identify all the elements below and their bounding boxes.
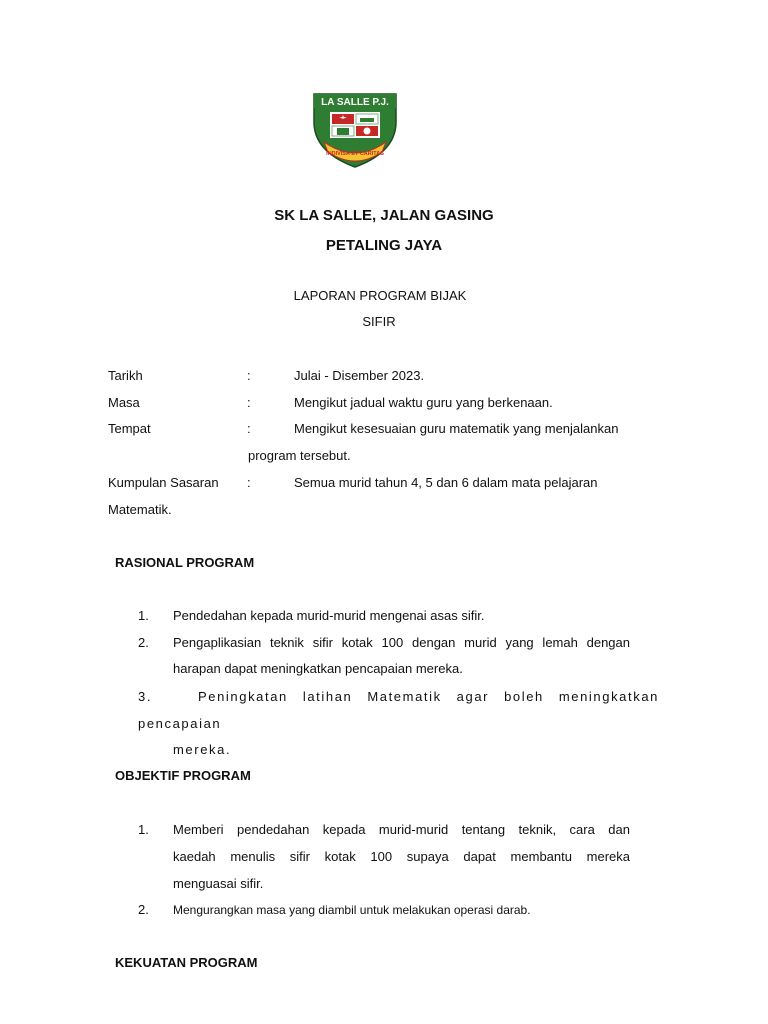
section-heading-kekuatan: KEKUATAN PROGRAM [115, 955, 258, 970]
detail-label-tarikh: Tarikh [108, 368, 143, 383]
school-crest-logo [310, 92, 400, 168]
list-item-number: 2. [138, 635, 149, 650]
school-name-line1: SK LA SALLE, JALAN GASING [274, 207, 494, 224]
list-item-number: 1. [138, 822, 149, 837]
list-item-number: 2. [138, 902, 149, 917]
report-subtitle: SIFIR [362, 314, 396, 329]
rasional-item-2-line2: harapan dapat meningkatkan pencapaian mereka. [173, 661, 463, 676]
detail-value-kumpulan-sasaran: Semua murid tahun 4, 5 dan 6 dalam mata pelajaran [294, 475, 598, 490]
rasional-item-2-line1: Pengaplikasian teknik sifir kotak 100 dengan murid yang lemah dengan [173, 635, 630, 650]
section-heading-objektif: OBJEKTIF PROGRAM [115, 768, 251, 783]
detail-colon: : [247, 475, 251, 490]
detail-value-kumpulan-continued: Matematik. [108, 502, 172, 517]
detail-value-tempat-continued: program tersebut. [248, 448, 351, 463]
objektif-item-1-line1: Memberi pendedahan kepada murid-murid tentang teknik, cara dan [173, 822, 630, 837]
rasional-item-3-line3: mereka. [173, 742, 232, 757]
detail-value-tarikh: Julai - Disember 2023. [294, 368, 425, 383]
crest-motto-text: INDIVISA ET CARITAS [326, 151, 384, 157]
detail-label-tempat: Tempat [108, 421, 151, 436]
report-title: LAPORAN PROGRAM BIJAK [293, 288, 467, 303]
objektif-item-1-line3: menguasai sifir. [173, 876, 264, 891]
rasional-item-1: Pendedahan kepada murid-murid mengenai asas sifir. [173, 608, 485, 623]
crest-top-text: LA SALLE P.J. [321, 97, 389, 108]
rasional-item-3-line1: Peningkatan latihan Matematik agar boleh meningkatkan [198, 689, 659, 704]
detail-colon: : [247, 395, 251, 410]
detail-label-kumpulan-sasaran: Kumpulan Sasaran [108, 475, 219, 490]
detail-value-masa: Mengikut jadual waktu guru yang berkenaan. [294, 395, 553, 410]
detail-colon: : [247, 368, 251, 383]
list-item-number: 3. [138, 689, 153, 704]
detail-label-masa: Masa [108, 395, 140, 410]
detail-colon: : [247, 421, 251, 436]
school-name-line2: PETALING JAYA [325, 237, 443, 254]
objektif-item-2: Mengurangkan masa yang diambil untuk melakukan operasi darab. [173, 903, 531, 917]
detail-value-tempat: Mengikut kesesuaian guru matematik yang menjalankan [294, 421, 619, 436]
section-heading-rasional: RASIONAL PROGRAM [115, 555, 255, 570]
list-item-number: 1. [138, 608, 149, 623]
objektif-item-1-line2: kaedah menulis sifir kotak 100 supaya dapat membantu mereka [173, 849, 630, 864]
rasional-item-3-line2: pencapaian [138, 716, 222, 731]
